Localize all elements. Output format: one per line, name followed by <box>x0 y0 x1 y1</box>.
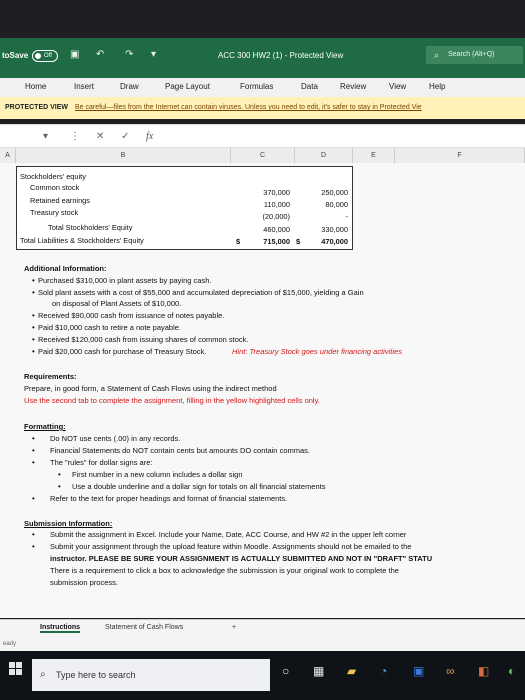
additional-item: Received $120,000 cash from issuing shares of common stock. <box>38 335 249 344</box>
protected-view-message[interactable]: Be careful—files from the Internet can contain viruses. Unless you need to edit, it's safer to stay in Protected Vie <box>74 104 422 111</box>
bullet-icon: • <box>32 288 35 297</box>
value-total-liabilities-c[interactable]: 715,000 <box>263 237 290 246</box>
tab-draw[interactable]: Draw <box>120 82 139 91</box>
tab-instructions[interactable]: Instructions <box>40 624 81 631</box>
formatting-item: The "rules" for dollar signs are: <box>50 458 153 467</box>
more-options-icon[interactable]: ⋮ <box>70 131 80 142</box>
submission-item: Submit your assignment through the upload feature within Moodle. Assignments should not be emailed to the <box>50 542 412 551</box>
bullet-icon: • <box>32 311 35 320</box>
protected-view-label: PROTECTED VIEW <box>5 104 69 111</box>
bullet-icon: • <box>32 335 35 344</box>
redo-icon[interactable]: ↷ <box>125 49 134 60</box>
bullet-icon: • <box>32 458 35 467</box>
search-placeholder: Search (Alt+Q) <box>448 51 495 58</box>
tab-formulas[interactable]: Formulas <box>240 82 274 91</box>
bullet-icon: • <box>32 347 35 356</box>
taskbar-search-placeholder: Type here to search <box>56 670 136 680</box>
tab-insert[interactable]: Insert <box>74 82 95 91</box>
taskbar-search[interactable] <box>32 659 270 691</box>
label-common-stock: Common stock <box>30 183 80 192</box>
label-stockholders-equity: Stockholders' equity <box>20 172 86 181</box>
task-view-icon[interactable]: ▦ <box>313 664 325 678</box>
requirements-text: Prepare, in good form, a Statement of Cash Flows using the indirect method <box>24 384 277 393</box>
document-title: ACC 300 HW2 (1) - Protected View <box>218 51 344 60</box>
value-total-stockholders-equity-d[interactable]: 330,000 <box>321 225 348 234</box>
submission-item: Submit the assignment in Excel. Include your Name, Date, ACC Course, and HW #2 in the upper left corner <box>50 530 407 539</box>
requirements-title: Requirements: <box>24 372 77 381</box>
store-icon[interactable]: ▣ <box>413 664 425 678</box>
bullet-icon: • <box>32 530 35 539</box>
additional-item-continuation: on disposal of Plant Assets of $10,000. <box>52 299 182 308</box>
treasury-stock-hint: Hint: Treasury Stock goes under financing activities <box>232 347 402 356</box>
additional-item: Received $90,000 cash from issuance of notes payable. <box>38 311 225 320</box>
bullet-icon: • <box>32 323 35 332</box>
label-treasury-stock: Treasury stock <box>30 208 79 217</box>
column-header-e[interactable]: E <box>353 148 395 163</box>
name-box-dropdown-icon[interactable]: ▾ <box>43 131 49 142</box>
additional-item: Paid $20,000 cash for purchase of Treasury Stock. <box>38 347 207 356</box>
column-header-c[interactable]: C <box>231 148 295 163</box>
quick-access-dropdown-icon[interactable]: ▾ <box>151 49 157 60</box>
tab-help[interactable]: Help <box>429 82 446 91</box>
additional-item: Paid $10,000 cash to retire a note payable. <box>38 323 182 332</box>
search-box[interactable] <box>426 46 523 64</box>
formula-bar <box>0 124 525 148</box>
value-common-stock-d[interactable]: 250,000 <box>321 188 348 197</box>
ribbon-tabs <box>0 78 525 97</box>
status-bar: eady <box>0 637 525 651</box>
value-retained-earnings-d[interactable]: 80,000 <box>325 200 348 209</box>
save-icon[interactable]: ▣ <box>70 49 80 60</box>
tab-page-layout[interactable]: Page Layout <box>165 82 210 91</box>
submission-item: submission process. <box>50 578 118 587</box>
protected-view-bar <box>0 97 525 119</box>
value-retained-earnings-c[interactable]: 110,000 <box>263 200 290 209</box>
formatting-sub-item: First number in a new column includes a dollar sign <box>72 470 243 479</box>
additional-item: Purchased $310,000 in plant assets by paying cash. <box>38 276 212 285</box>
file-explorer-icon[interactable]: ▰ <box>347 664 357 678</box>
formatting-item: Financial Statements do NOT contain cents but amounts DO contain commas. <box>50 446 310 455</box>
value-total-liabilities-d[interactable]: 470,000 <box>321 237 348 246</box>
enter-icon[interactable]: ✓ <box>121 131 130 142</box>
app-icon[interactable]: ◧ <box>478 664 490 678</box>
windows-taskbar <box>0 651 525 700</box>
label-total-stockholders-equity: Total Stockholders' Equity <box>48 223 133 232</box>
autosave-label: toSave <box>2 51 29 60</box>
currency-sign-d: $ <box>296 237 301 246</box>
excel-title-bar <box>0 38 525 78</box>
cancel-icon[interactable]: ✕ <box>96 131 105 142</box>
add-sheet-button[interactable]: + <box>232 624 237 631</box>
bullet-icon: • <box>32 494 35 503</box>
formatting-sub-item: Use a double underline and a dollar sign for totals on all financial statements <box>72 482 326 491</box>
tab-statement-of-cash-flows[interactable]: Statement of Cash Flows <box>105 624 184 631</box>
autosave-toggle[interactable]: Off <box>32 50 58 62</box>
requirements-instruction: Use the second tab to complete the assignment, filling in the yellow highlighted cells only. <box>24 396 320 405</box>
sub-bullet-icon: • <box>58 482 61 491</box>
submission-item-warning: instructor. PLEASE BE SURE YOUR ASSIGNMENT IS ACTUALLY SUBMITTED AND NOT IN "DRAFT" STATU <box>50 554 433 563</box>
currency-sign-c: $ <box>236 237 241 246</box>
formatting-title: Formatting: <box>24 422 66 431</box>
windows-start-icon[interactable] <box>9 662 22 675</box>
column-header-d[interactable]: D <box>295 148 353 163</box>
bullet-icon: • <box>32 542 35 551</box>
undo-icon[interactable]: ↶ <box>96 49 105 60</box>
additional-item: Sold plant assets with a cost of $55,000 and accumulated depreciation of $15,000, yielding a Gain <box>38 288 364 297</box>
additional-information-title: Additional Information: <box>24 264 107 273</box>
cortana-icon[interactable]: ○ <box>282 664 290 678</box>
value-total-stockholders-equity-c[interactable]: 460,000 <box>263 225 290 234</box>
bullet-icon: • <box>32 434 35 443</box>
formatting-item: Refer to the text for proper headings and format of financial statements. <box>50 494 288 503</box>
bullet-icon: • <box>32 276 35 285</box>
tab-review[interactable]: Review <box>340 82 367 91</box>
tab-view[interactable]: View <box>389 82 407 91</box>
function-icon[interactable]: fx <box>146 131 154 142</box>
worksheet <box>0 148 525 618</box>
tab-home[interactable]: Home <box>25 82 47 91</box>
value-treasury-stock-d[interactable]: - <box>345 212 348 221</box>
sub-bullet-icon: • <box>58 470 61 479</box>
column-header-a[interactable]: A <box>0 148 16 163</box>
column-header-f[interactable]: F <box>395 148 525 163</box>
label-retained-earnings: Retained earnings <box>30 196 90 205</box>
submission-item: There is a requirement to click a box to acknowledge the submission is your original work to complete the <box>50 566 399 575</box>
value-treasury-stock-c[interactable]: (20,000) <box>262 212 290 221</box>
sheet-tabs <box>0 619 525 637</box>
app-icon[interactable]: ◐ <box>508 664 516 678</box>
edge-icon[interactable]: ◔ <box>380 664 388 678</box>
formatting-item: Do NOT use cents (.00) in any records. <box>50 434 181 443</box>
search-icon: ⌕ <box>40 669 46 680</box>
label-total-liabilities-stockholders-equity: Total Liabilities & Stockholders' Equity <box>20 236 144 245</box>
app-icon[interactable]: ∞ <box>446 664 455 678</box>
bullet-icon: • <box>32 446 35 455</box>
search-icon: ⌕ <box>434 50 440 60</box>
tab-data[interactable]: Data <box>301 82 318 91</box>
value-common-stock-c[interactable]: 370,000 <box>263 188 290 197</box>
column-header-b[interactable]: B <box>16 148 231 163</box>
submission-title: Submission Information: <box>24 519 113 528</box>
